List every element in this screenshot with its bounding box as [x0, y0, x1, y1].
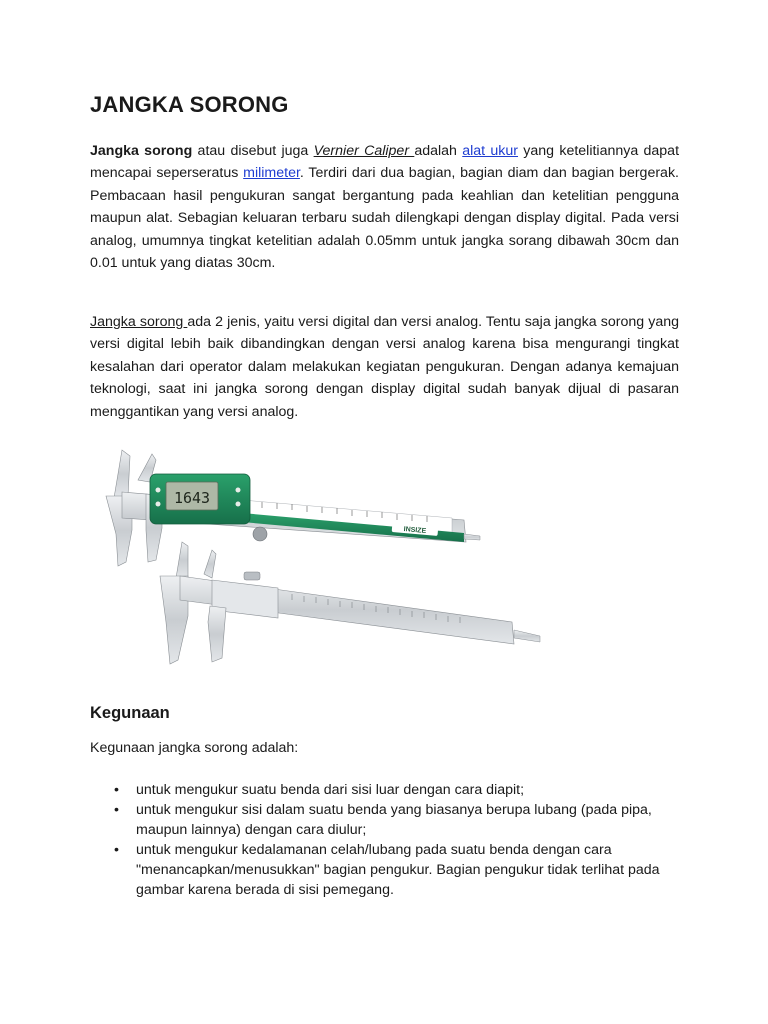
list-item — [90, 800, 670, 840]
term-jangka-sorong: Jangka sorong — [90, 143, 193, 159]
bullet: • — [114, 842, 119, 858]
paragraph-definition — [90, 140, 679, 274]
term-jangka-sorong-underlined: Jangka sorong — [90, 314, 188, 330]
text-span: . Terdiri dari dua bagian, bagian diam dan bagian bergerak. Pembacaan hasil pengukuran sangat bergantung pada keahlian dan ketelitian pengguna maupun alat. Sebagian keluaran terbaru sudah dilengkapi dengan display digital. Pada versi analog, umumnya tingkat ketelitian adalah 0.05mm untuk jangka sorang dibawah 30cm dan 0.01 untuk yang diatas 30cm. — [90, 165, 679, 272]
list-item-text: untuk mengukur sisi dalam suatu benda yang biasanya berupa lubang (pada pipa, maupun lainnya) dengan cara diulur; — [136, 802, 652, 838]
bullet: • — [114, 802, 119, 818]
link-alat-ukur[interactable]: alat ukur — [462, 143, 519, 159]
term-vernier-caliper: Vernier Caliper — [313, 143, 415, 159]
text-span: yang ketelitiannya dapat mencapai seperseratus — [90, 143, 680, 182]
uses-intro: Kegunaan jangka sorong adalah: — [90, 740, 299, 756]
text-span: atau disebut juga — [192, 143, 314, 159]
digital-caliper — [106, 450, 480, 566]
svg-text:INSIZE: INSIZE — [403, 526, 427, 535]
text-span: adalah — [414, 143, 463, 159]
text-span: ada 2 jenis, yaitu versi digital dan versi analog. Tentu saja jangka sorong yang versi digital lebih baik dibandingkan dengan versi analog karena bisa mengurangi tingkat kesalahan dari operator dalam melakukan kegiatan pengukuran. Dengan adanya kemajuan teknologi, saat ini jangka sorong dengan display digital sudah banyak dijual di pasaran menggantikan yang versi analog. — [90, 314, 679, 420]
paragraph-types — [90, 311, 679, 423]
page-title: JANGKA SORONG — [90, 92, 289, 117]
analog-caliper — [160, 542, 540, 664]
link-milimeter[interactable]: milimeter — [243, 165, 300, 182]
bullet: • — [114, 782, 119, 798]
section-title-kegunaan: Kegunaan — [90, 704, 170, 722]
uses-list — [90, 780, 670, 900]
list-item-text: untuk mengukur kedalamanan celah/lubang pada suatu benda dengan cara "menancapkan/menusukkan" bagian pengukur. Bagian pengukur tidak terlihat pada gambar karena berada di sisi pemegang. — [136, 842, 660, 898]
list-item-text: untuk mengukur suatu benda dari sisi luar dengan cara diapit; — [136, 782, 525, 798]
lcd-reading: 1643 — [173, 489, 211, 507]
list-item — [90, 840, 670, 900]
caliper-illustration — [92, 438, 562, 678]
list-item — [90, 780, 670, 800]
